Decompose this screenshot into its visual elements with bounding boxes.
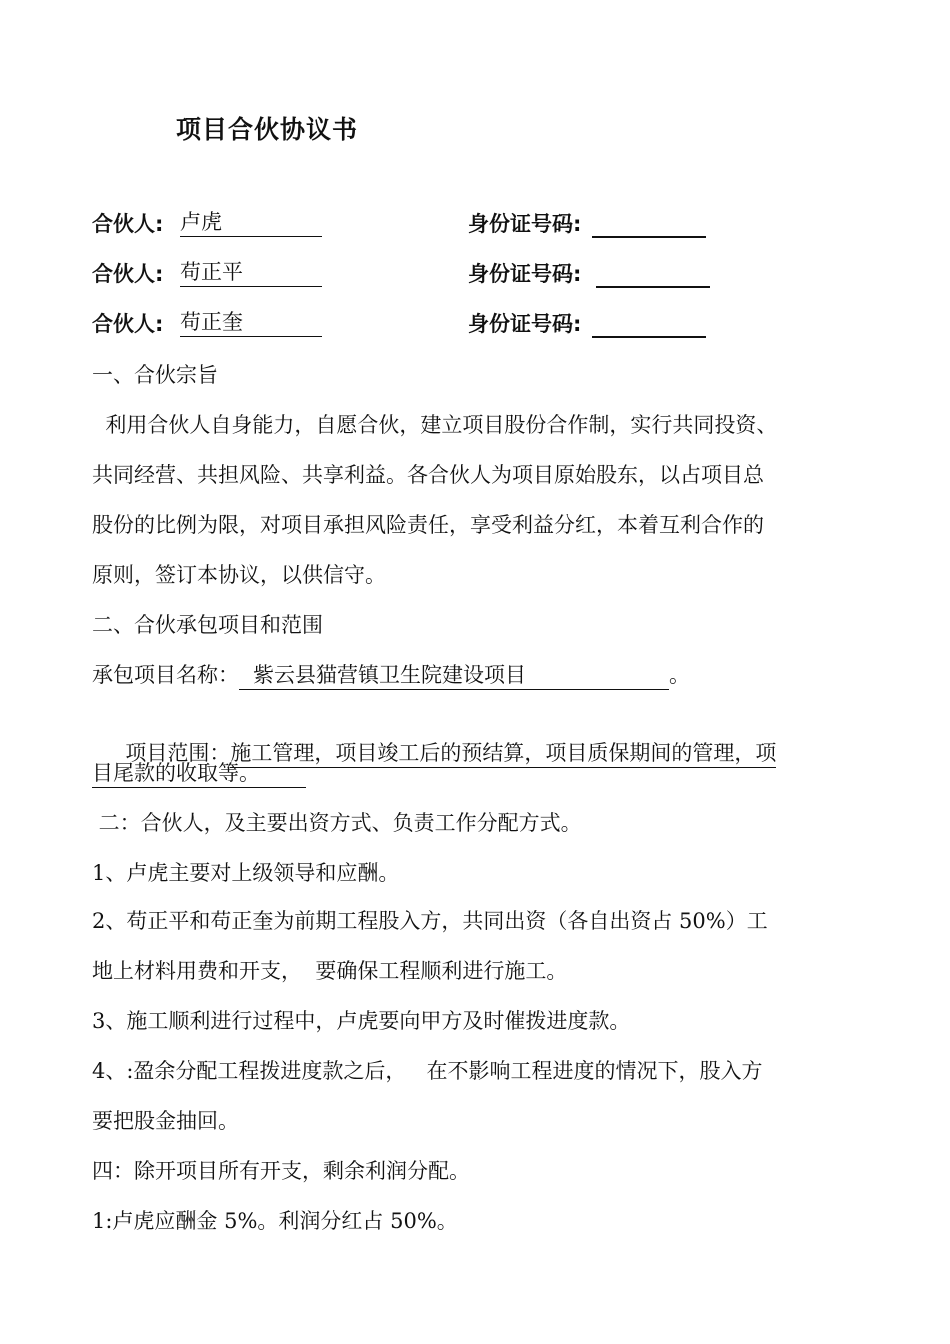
list-item: 2、苟正平和苟正奎为前期工程股入方，共同出资（各自出资占 50%）工 bbox=[92, 909, 768, 933]
partner-label: 合伙人: bbox=[92, 262, 164, 286]
list-item: 1、卢虎主要对上级领导和应酬。 bbox=[92, 861, 400, 885]
project-scope-value: 施工管理，项目竣工后的预结算，项目质保期间的管理，项 bbox=[230, 739, 776, 768]
id-number-label: 身份证号码: bbox=[468, 262, 582, 286]
paragraph-line: 股份的比例为限，对项目承担风险责任，享受利益分红，本着互利合作的 bbox=[92, 513, 764, 537]
partner-row-3 bbox=[92, 308, 892, 342]
list-item-cont: 要把股金抽回。 bbox=[92, 1109, 239, 1133]
id-number-label: 身份证号码: bbox=[468, 312, 582, 336]
project-name-label: 承包项目名称： bbox=[92, 663, 239, 687]
partner-row-1 bbox=[92, 208, 892, 242]
paragraph-line: 利用合伙人自身能力，自愿合伙，建立项目股份合作制，实行共同投资、 bbox=[92, 413, 778, 437]
section-heading: 二：合伙人，及主要出资方式、负责工作分配方式。 bbox=[92, 811, 582, 835]
id-number-blank bbox=[592, 336, 706, 338]
id-number-label: 身份证号码: bbox=[468, 212, 582, 236]
partner-name: 苟正平 bbox=[180, 258, 322, 287]
paragraph-line: 原则，签订本协议，以供信守。 bbox=[92, 563, 386, 587]
partner-label: 合伙人: bbox=[92, 312, 164, 336]
project-name-value: 紫云县猫营镇卫生院建设项目 bbox=[239, 661, 669, 690]
partner-row-2 bbox=[92, 258, 892, 292]
project-scope-value-cont: 目尾款的收取等。 bbox=[92, 759, 306, 788]
paragraph-line: 共同经营、共担风险、共享利益。各合伙人为项目原始股东，以占项目总 bbox=[92, 463, 764, 487]
section-heading: 四：除开项目所有开支，剩余利润分配。 bbox=[92, 1159, 470, 1183]
id-number-blank bbox=[592, 236, 706, 238]
partner-name: 苟正奎 bbox=[180, 308, 322, 337]
list-item-cont: 地上材料用费和开支， 要确保工程顺利进行施工。 bbox=[92, 959, 568, 983]
project-name-end: 。 bbox=[669, 663, 690, 687]
project-name-line bbox=[92, 660, 690, 690]
section-heading: 二、合伙承包项目和范围 bbox=[92, 613, 323, 637]
list-item: 3、施工顺利进行过程中，卢虎要向甲方及时催拨进度款。 bbox=[92, 1009, 631, 1033]
section-heading: 一、合伙宗旨 bbox=[92, 363, 218, 387]
partner-name: 卢虎 bbox=[180, 208, 322, 237]
project-scope-line-2 bbox=[92, 758, 306, 788]
project-scope-label: 项目范围： bbox=[118, 741, 231, 765]
id-number-blank bbox=[596, 286, 710, 288]
list-item: 4、:盈余分配工程拨进度款之后， 在不影响工程进度的情况下，股入方 bbox=[92, 1059, 763, 1083]
partner-label: 合伙人: bbox=[92, 212, 164, 236]
document-title: 项目合伙协议书 bbox=[176, 115, 359, 144]
list-item: 1:卢虎应酬金 5%。利润分红占 50%。 bbox=[92, 1209, 458, 1233]
